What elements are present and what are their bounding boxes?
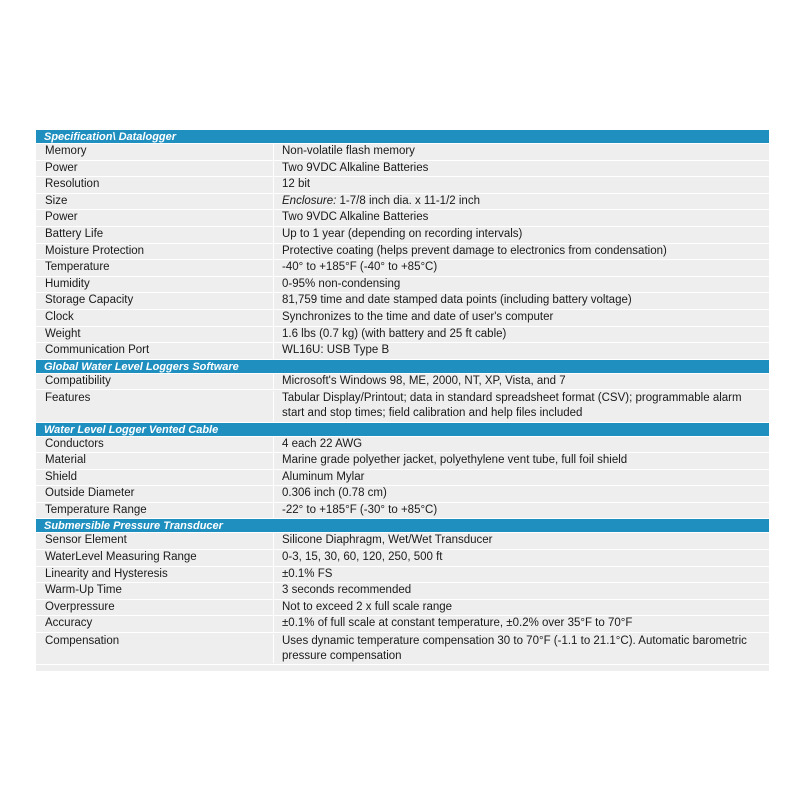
spec-label: Battery Life	[36, 227, 274, 243]
spec-value: 4 each 22 AWG	[282, 437, 363, 450]
spec-value: Microsoft's Windows 98, ME, 2000, NT, XP, Vista, and 7	[282, 374, 566, 387]
spec-value: Uses dynamic temperature compensation 30 to 70°F (-1.1 to 21.1°C). Automatic barometric pressure compensation	[282, 635, 747, 662]
spec-value: Up to 1 year (depending on recording intervals)	[282, 227, 523, 240]
spec-value: 0.306 inch (0.78 cm)	[282, 487, 387, 500]
table-row	[36, 633, 769, 665]
table-row	[36, 343, 769, 360]
spec-value: ±0.1% of full scale at constant temperature, ±0.2% over 35°F to 70°F	[282, 617, 633, 630]
table-row	[36, 194, 769, 211]
spec-value: 3 seconds recommended	[282, 584, 412, 597]
table-row	[36, 374, 769, 391]
table-row	[36, 293, 769, 310]
table-row	[36, 616, 769, 633]
spec-value: Two 9VDC Alkaline Batteries	[282, 211, 429, 224]
spec-label: Sensor Element	[36, 533, 274, 549]
spec-value: 1.6 lbs (0.7 kg) (with battery and 25 ft cable)	[282, 327, 507, 340]
spec-label: Overpressure	[36, 600, 274, 616]
spec-value	[274, 194, 769, 210]
spec-value: Not to exceed 2 x full scale range	[282, 600, 453, 613]
spec-label: Power	[36, 210, 274, 226]
spec-value: Protective coating (helps prevent damage to electronics from condensation)	[282, 244, 667, 257]
spec-label: Weight	[36, 327, 274, 343]
section-header: Specification\ Datalogger	[36, 130, 769, 144]
table-row	[36, 390, 769, 422]
table-end	[36, 665, 769, 671]
table-row	[36, 533, 769, 550]
spec-label: Temperature	[36, 260, 274, 276]
table-row	[36, 177, 769, 194]
spec-label: Accuracy	[36, 616, 274, 632]
table-row	[36, 277, 769, 294]
table-row	[36, 503, 769, 520]
spec-value: 0-3, 15, 30, 60, 120, 250, 500 ft	[282, 551, 443, 564]
table-row	[36, 486, 769, 503]
table-row	[36, 550, 769, 567]
spec-label: Compensation	[36, 634, 274, 663]
spec-label: Compatibility	[36, 374, 274, 390]
spec-label: WaterLevel Measuring Range	[36, 550, 274, 566]
spec-table	[36, 130, 769, 671]
spec-value-text: 1-7/8 inch dia. x 11-1/2 inch	[336, 194, 480, 207]
section-header: Global Water Level Loggers Software	[36, 360, 769, 374]
section-header: Water Level Logger Vented Cable	[36, 423, 769, 437]
spec-label: Linearity and Hysteresis	[36, 567, 274, 583]
spec-value: Non-volatile flash memory	[282, 145, 415, 157]
spec-value: 12 bit	[282, 178, 311, 191]
table-row	[36, 437, 769, 454]
spec-value: ±0.1% FS	[282, 567, 333, 580]
spec-label: Storage Capacity	[36, 293, 274, 309]
spec-label: Memory	[36, 144, 274, 160]
spec-value: Aluminum Mylar	[282, 470, 365, 483]
table-row	[36, 453, 769, 470]
spec-value: Two 9VDC Alkaline Batteries	[282, 161, 429, 174]
table-row	[36, 161, 769, 178]
spec-label: Power	[36, 161, 274, 177]
spec-label: Shield	[36, 470, 274, 486]
spec-value: -40° to +185°F (-40° to +85°C)	[282, 261, 438, 274]
spec-label: Warm-Up Time	[36, 583, 274, 599]
spec-label: Communication Port	[36, 343, 274, 359]
table-row	[36, 327, 769, 344]
spec-value: Marine grade polyether jacket, polyethylene vent tube, full foil shield	[282, 454, 628, 467]
table-row	[36, 227, 769, 244]
table-row	[36, 210, 769, 227]
spec-label: Moisture Protection	[36, 244, 274, 260]
spec-label: Humidity	[36, 277, 274, 293]
section-header: Submersible Pressure Transducer	[36, 519, 769, 533]
spec-value: 0-95% non-condensing	[282, 277, 401, 290]
spec-value-prefix: Enclosure:	[282, 194, 337, 207]
spec-label: Outside Diameter	[36, 486, 274, 502]
spec-value: 81,759 time and date stamped data points (including battery voltage)	[282, 294, 632, 307]
table-row	[36, 144, 769, 161]
table-row	[36, 567, 769, 584]
table-row	[36, 583, 769, 600]
spec-value: Tabular Display/Printout; data in standard spreadsheet format (CSV); programmable alarm start and stop times; field calibration and help files included	[282, 392, 742, 419]
spec-value: WL16U: USB Type B	[282, 344, 390, 357]
spec-label: Features	[36, 391, 274, 420]
table-row	[36, 310, 769, 327]
spec-value: Synchronizes to the time and date of user's computer	[282, 310, 554, 323]
spec-label: Resolution	[36, 177, 274, 193]
spec-label: Material	[36, 453, 274, 469]
spec-label: Size	[36, 194, 274, 210]
spec-value: Silicone Diaphragm, Wet/Wet Transducer	[282, 534, 493, 547]
table-row	[36, 470, 769, 487]
table-row	[36, 244, 769, 261]
spec-label: Clock	[36, 310, 274, 326]
table-row	[36, 260, 769, 277]
spec-label: Temperature Range	[36, 503, 274, 519]
table-row	[36, 600, 769, 617]
spec-value: -22° to +185°F (-30° to +85°C)	[282, 503, 438, 516]
spec-label: Conductors	[36, 437, 274, 453]
